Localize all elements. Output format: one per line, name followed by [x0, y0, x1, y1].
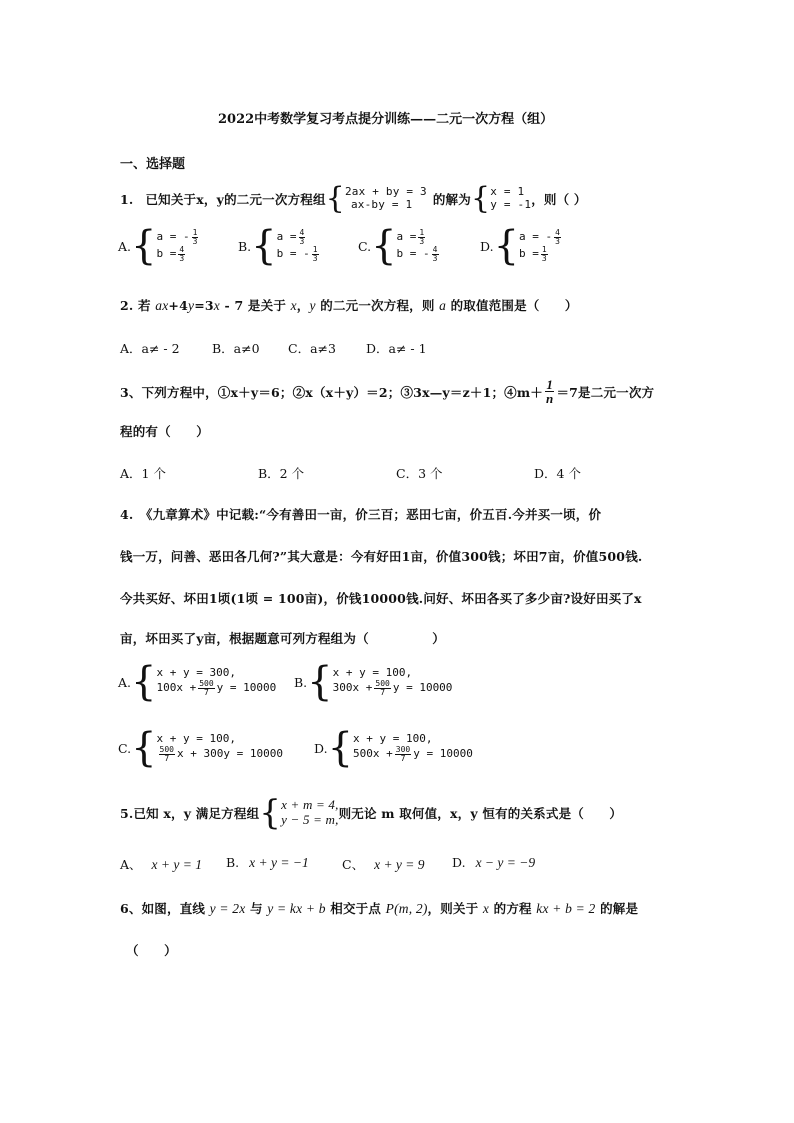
question-2-stem: 2. 若 ax+4y=3x - 7 是关于 x，y 的二元一次方程，则 a 的取值范围是（ ）: [120, 298, 578, 313]
fraction: $\frac{1}{3}$: [419, 228, 425, 246]
option-label: B.: [294, 674, 308, 690]
question-5-option-d[interactable]: [452, 855, 535, 871]
question-1-option-d[interactable]: D. { a = - $\frac{4}{3}$ b = $\frac{1}{3}$: [480, 223, 560, 269]
question-1-option-c[interactable]: C. { a = $\frac{1}{3}$ b = - $\frac{4}{3}$: [358, 223, 438, 269]
question-1-stem: 1. 已知关于x，y的二元一次方程组 { 2ax + by = 3 ax-by = 1 的解为 { x = 1 y = -1 ，则（ ）: [120, 181, 587, 216]
fraction: $\frac{500}{7}$: [375, 678, 390, 697]
option-label: C、: [342, 857, 365, 872]
question-6-stem: 6、如图，直线 y = 2x 与 y = kx + b 相交于点 P(m, 2)，则关于 x 的方程 kx + b = 2 的解是: [120, 901, 639, 916]
option-label: A.: [118, 238, 132, 254]
question-5-options: [120, 855, 580, 875]
option-label: D.: [314, 740, 328, 756]
option-label: D.: [452, 855, 466, 870]
fraction: $\frac{4}{3}$: [179, 245, 185, 263]
question-3-option-b[interactable]: B．2 个: [258, 466, 305, 481]
option-label: C.: [118, 740, 132, 756]
question-4-option-d[interactable]: D. { x + y = 100, 500x + $\frac{300}{7}$ y = 10000: [314, 725, 473, 771]
question-5-option-c[interactable]: [342, 855, 425, 873]
fraction: $\frac{1}{3}$: [192, 228, 198, 246]
question-6-answer-blank: （ ）: [126, 943, 177, 958]
question-5-stem: 5.已知 x，y 满足方程组 { x + m = 4, y − 5 = m, 则无论 m 取何值，x，y 恒有的关系式是（ ）: [120, 793, 623, 833]
section-heading: 一、选择题: [120, 157, 186, 172]
option-label: B.: [226, 855, 240, 870]
fraction: $\frac{4}{3}$: [555, 228, 560, 246]
question-5-option-a[interactable]: [120, 855, 202, 873]
question-1-options: [118, 223, 588, 276]
question-4-line-4: 亩，坏田买了y亩，根据题意可列方程组为（ ）: [120, 631, 445, 646]
option-expression: x + y = 9: [374, 857, 425, 872]
question-4-option-b[interactable]: B. { x + y = 100, 300x + $\frac{500}{7}$ y = 10000: [294, 659, 453, 705]
option-expression: x + y = 1: [151, 857, 202, 872]
question-4-option-a[interactable]: A. { x + y = 300, 100x + $\frac{500}{7}$ y = 10000: [118, 659, 277, 705]
question-1-option-a[interactable]: A. { a = - $\frac{1}{3}$ b = $\frac{4}{3}$: [118, 223, 198, 269]
question-1-number: 1.: [120, 191, 134, 207]
option-label: A.: [118, 674, 132, 690]
question-2-option-a[interactable]: A．a≠ - 2: [120, 341, 180, 356]
option-expression: x + y = −1: [249, 855, 309, 870]
question-2-option-b[interactable]: B．a≠0: [212, 341, 260, 356]
question-3-stem: 3、下列方程中，①x＋y＝6；②x（x＋y）＝2；③3x—y＝z＋1；④m＋ $\frac{1}{n}$ ＝7是二元一次方: [120, 377, 655, 406]
option-expression: x − y = −9: [475, 855, 536, 870]
question-2-option-c[interactable]: C．a≠3: [288, 341, 336, 356]
question-5-option-b[interactable]: [226, 855, 309, 871]
fraction: $\frac{1}{3}$: [541, 245, 547, 263]
option-label: B.: [238, 238, 252, 254]
fraction: $\frac{300}{7}$: [395, 744, 411, 763]
fraction: $\frac{500}{7}$: [159, 744, 174, 763]
fraction: $\frac{4}{3}$: [299, 228, 305, 246]
question-4-option-c[interactable]: C. { x + y = 100, $\frac{500}{7}$ x + 300y = 10000: [118, 725, 283, 771]
question-1-option-b[interactable]: B. { a = $\frac{4}{3}$ b = - $\frac{1}{3}$: [238, 223, 318, 269]
question-4-line-1: 4. 《九章算术》中记载:“今有善田一亩，价三百；恶田七亩，价五百.今并买一顷，价: [120, 507, 602, 522]
question-4-line-3: 今共买好、坏田1顷(1顷 = 100亩)，价钱10000钱.问好、坏田各买了多少亩?设好田买了x: [120, 591, 642, 606]
question-4-line-2: 钱一万，问善、恶田各几何?”其大意是：今有好田1亩，价值300钱；坏田7亩，价值500钱.: [120, 549, 643, 564]
question-1-solution-system: { x = 1 y = -1: [470, 181, 532, 216]
fraction: $\frac{4}{3}$: [432, 245, 438, 263]
question-2-option-d[interactable]: D．a≠ - 1: [366, 341, 427, 356]
option-label: A、: [120, 857, 142, 872]
question-4-options: [118, 659, 478, 772]
question-1-equation-system: { 2ax + by = 3 ax-by = 1: [325, 181, 427, 216]
question-3-option-c[interactable]: C．3 个: [396, 466, 443, 481]
question-3-fraction: $\frac{1}{n}$: [546, 377, 554, 406]
question-3-option-d[interactable]: D．4 个: [534, 466, 581, 481]
option-label: D.: [480, 238, 494, 254]
question-3-stem-line-2: 程的有（ ）: [120, 424, 209, 439]
question-3-option-a[interactable]: A．1 个: [120, 466, 166, 481]
question-5-equation-system: { x + m = 4, y − 5 = m,: [259, 793, 339, 833]
option-label: C.: [358, 238, 372, 254]
fraction: $\frac{500}{7}$: [199, 678, 214, 697]
page-title: 2022中考数学复习考点提分训练——二元一次方程（组）: [218, 112, 554, 127]
fraction: $\frac{1}{3}$: [312, 245, 318, 263]
